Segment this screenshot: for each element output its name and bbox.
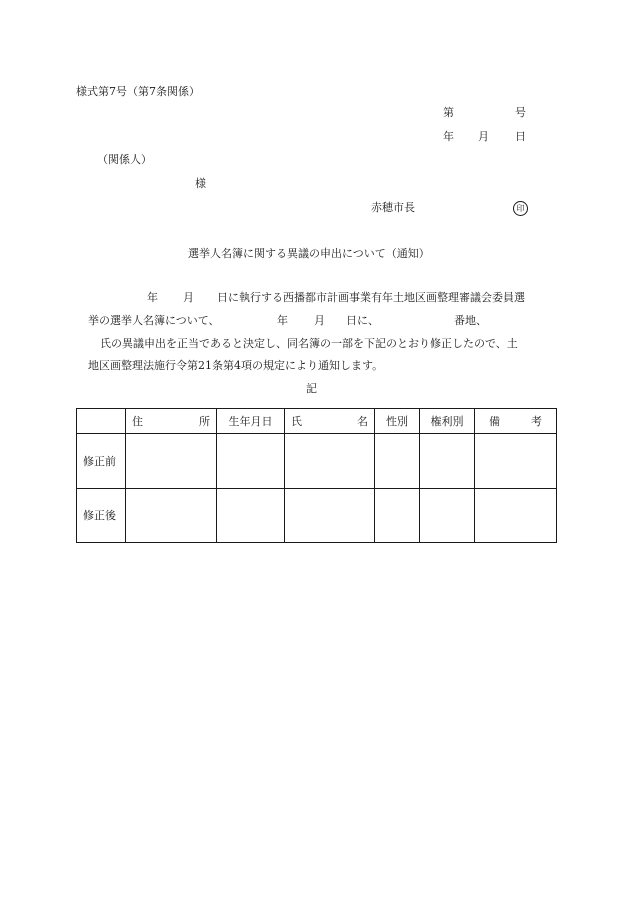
header-birthdate: 生年月日 (217, 409, 285, 434)
header-name (285, 409, 375, 434)
date-day: 日 (515, 130, 526, 143)
header-name-a: 氏 (291, 415, 302, 428)
cell-sex (375, 488, 420, 543)
row-label-before: 修正前 (77, 434, 126, 489)
body-line-2-month: 月 (314, 314, 325, 327)
body-line-1-month: 月 (183, 291, 194, 304)
cell-address (126, 488, 217, 543)
subject-title: 選挙人名簿に関する異議の申出について（通知） (188, 247, 430, 260)
body-line-2-day: 日に、 (346, 314, 379, 327)
body-line-4: 地区画整理法施行令第21条第4項の規定により通知します。 (88, 359, 384, 372)
row-label-after: 修正後 (77, 488, 126, 543)
cell-address (126, 434, 217, 489)
header-address-a: 住 (132, 415, 143, 428)
doc-number-prefix: 第 (443, 106, 454, 119)
form-id: 様式第7号（第7条関係） (76, 85, 200, 98)
header-sex: 性別 (375, 409, 420, 434)
header-blank (77, 409, 126, 434)
correction-table (76, 408, 557, 543)
ki-label: 記 (306, 382, 317, 395)
sender-title: 赤穂市長 (371, 201, 415, 214)
doc-number-suffix: 号 (515, 106, 526, 119)
body-line-2-start: 挙の選挙人名簿について、 (88, 314, 220, 327)
cell-remarks (475, 434, 557, 489)
header-address-b: 所 (199, 415, 210, 428)
table-row (77, 434, 557, 489)
header-address (126, 409, 217, 434)
addressee-honorific: 様 (195, 177, 206, 190)
cell-birthdate (217, 488, 285, 543)
table-row (77, 488, 557, 543)
cell-name (285, 434, 375, 489)
body-line-3: 氏の異議申出を正当であると決定し、同名簿の一部を下記のとおり修正したので、土 (100, 337, 518, 350)
cell-right-type (420, 434, 475, 489)
cell-right-type (420, 488, 475, 543)
cell-birthdate (217, 434, 285, 489)
date-month: 月 (478, 130, 489, 143)
body-line-2-year: 年 (277, 314, 288, 327)
addressee-relation: （関係人） (97, 153, 152, 166)
header-remarks-b: 考 (531, 415, 542, 428)
body-line-1-rest: 日に執行する西播都市計画事業有年土地区画整理審議会委員選 (217, 291, 525, 304)
cell-name (285, 488, 375, 543)
cell-sex (375, 434, 420, 489)
body-line-2-address: 番地、 (454, 314, 487, 327)
seal-mark: 印 (513, 201, 528, 216)
table-header-row (77, 409, 557, 434)
header-name-b: 名 (357, 415, 368, 428)
body-line-1-year: 年 (147, 291, 158, 304)
cell-remarks (475, 488, 557, 543)
header-remarks-a: 備 (489, 415, 500, 428)
date-year: 年 (443, 130, 454, 143)
header-remarks (475, 409, 557, 434)
header-right-type: 権利別 (420, 409, 475, 434)
